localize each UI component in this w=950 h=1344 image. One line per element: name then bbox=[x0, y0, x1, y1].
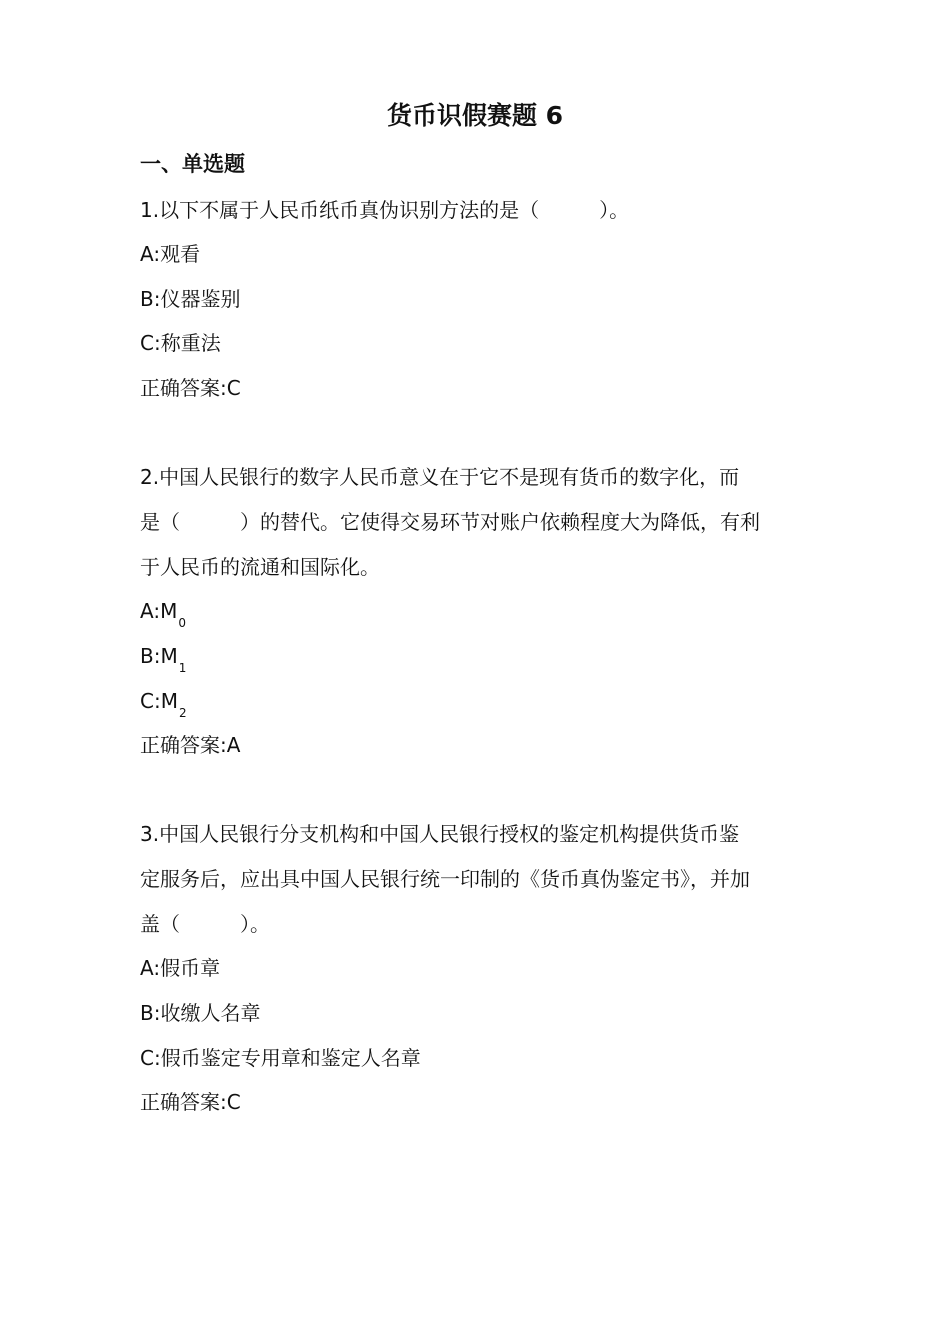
option-subscript: 1 bbox=[178, 661, 187, 675]
option-subscript: 2 bbox=[178, 706, 187, 720]
option-text: M bbox=[160, 689, 178, 713]
question-stem-line: 2.中国人民银行的数字人民币意义在于它不是现有货币的数字化，而 bbox=[140, 465, 740, 489]
option-c bbox=[140, 685, 820, 720]
option-text: 假币章 bbox=[160, 956, 221, 980]
question-stem-line: 盖（ ）。 bbox=[140, 912, 270, 936]
option-prefix: B: bbox=[140, 1001, 161, 1025]
option-text: 收缴人名章 bbox=[160, 1001, 261, 1025]
option-prefix: B: bbox=[140, 644, 161, 668]
correct-answer: 正确答案:C bbox=[140, 376, 241, 400]
option-text: M bbox=[160, 644, 178, 668]
option-b bbox=[140, 997, 820, 1029]
option-prefix: A: bbox=[140, 956, 161, 980]
option-text: 仪器鉴别 bbox=[160, 287, 241, 311]
option-a bbox=[140, 595, 820, 630]
question-stem-line: 1.以下不属于人民币纸币真伪识别方法的是（ ）。 bbox=[140, 198, 630, 222]
option-a bbox=[140, 238, 820, 270]
option-prefix: A: bbox=[140, 599, 161, 623]
option-text: 假币鉴定专用章和鉴定人名章 bbox=[160, 1046, 421, 1070]
correct-answer: 正确答案:C bbox=[140, 1090, 241, 1114]
option-prefix: A: bbox=[140, 242, 161, 266]
document-title: 货币识假赛题 6 bbox=[386, 101, 564, 130]
question-stem-line: 定服务后，应出具中国人民银行统一印制的《货币真伪鉴定书》，并加 bbox=[140, 867, 750, 891]
option-prefix: C: bbox=[140, 689, 161, 713]
option-b bbox=[140, 640, 820, 675]
option-prefix: C: bbox=[140, 1046, 161, 1070]
section-title: 一、单选题 bbox=[140, 152, 245, 176]
option-text: M bbox=[160, 599, 178, 623]
question-stem-line: 于人民币的流通和国际化。 bbox=[140, 555, 380, 579]
option-c bbox=[140, 327, 820, 359]
question-stem-line: 3.中国人民银行分支机构和中国人民银行授权的鉴定机构提供货币鉴 bbox=[140, 822, 740, 846]
option-a bbox=[140, 952, 820, 984]
option-text: 称重法 bbox=[160, 331, 221, 355]
option-subscript: 0 bbox=[178, 616, 186, 630]
option-text: 观看 bbox=[160, 242, 201, 266]
option-prefix: B: bbox=[140, 287, 161, 311]
option-c bbox=[140, 1042, 820, 1074]
correct-answer: 正确答案:A bbox=[140, 733, 241, 757]
option-b bbox=[140, 283, 820, 315]
question-stem-line: 是（ ）的替代。它使得交易环节对账户依赖程度大为降低，有利 bbox=[140, 510, 760, 534]
option-prefix: C: bbox=[140, 331, 161, 355]
